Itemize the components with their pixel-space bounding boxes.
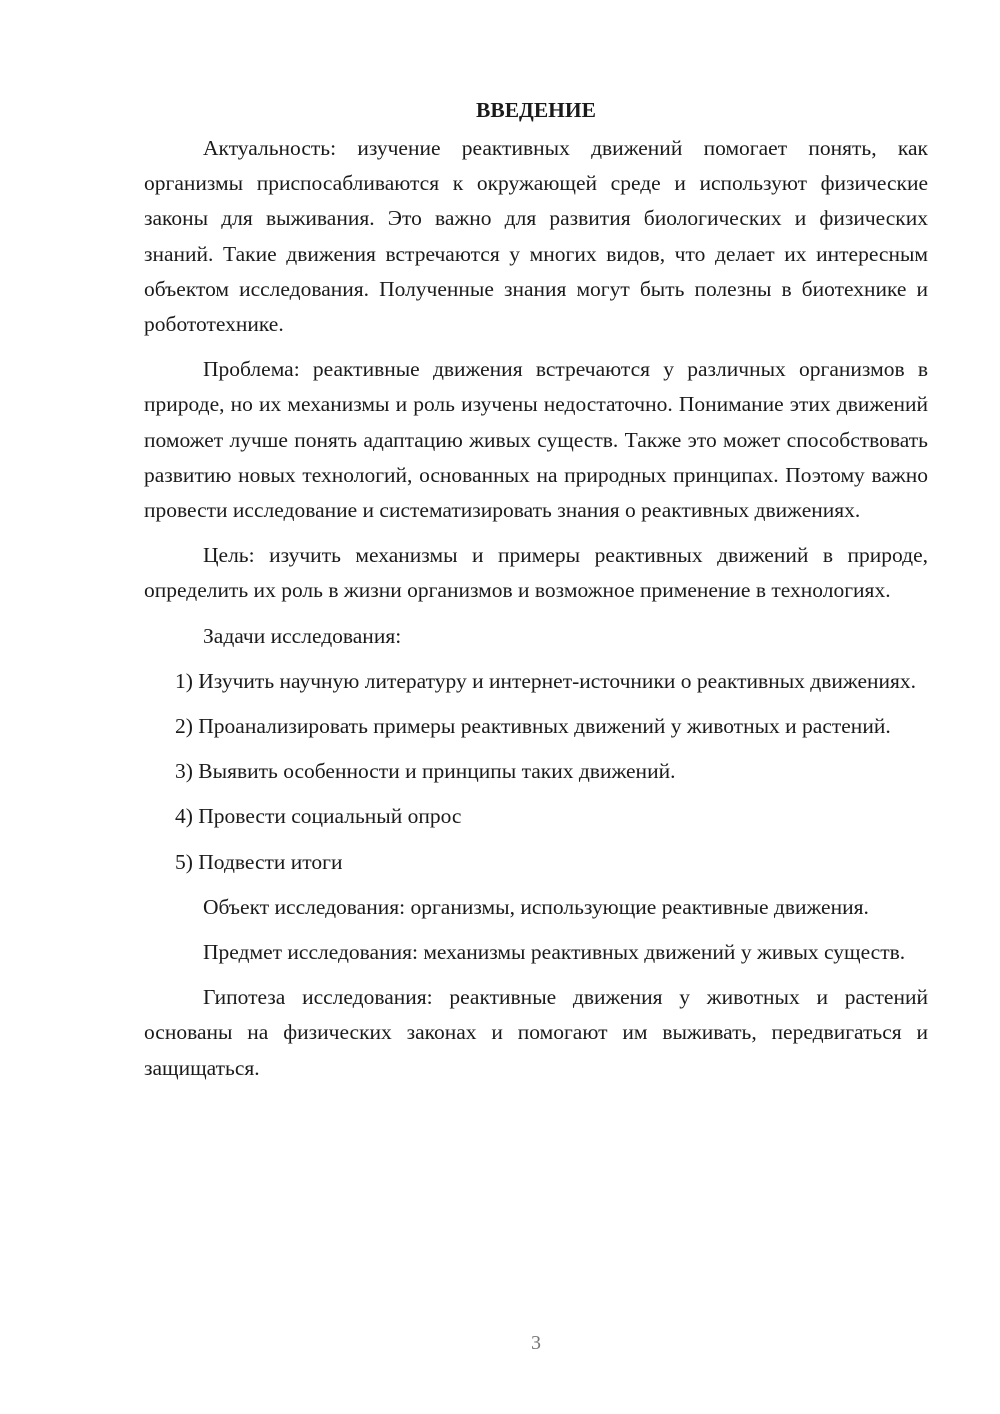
task-item: 3) Выявить особенности и принципы таких движений. — [175, 759, 676, 784]
task-item: 5) Подвести итоги — [175, 849, 343, 874]
task-item: 1) Изучить научную литературу и интернет-источники о реактивных движениях. — [175, 668, 917, 693]
relevance-paragraph: Актуальность: изучение реактивных движений помогает понять, как организмы приспосабливаются к окружающей среде и используют физические законы для выживания. Это важно для развития биологических и физических знаний. Такие движения встречаются у многих видов, что делает их интересным объектом исследования. Полученные знания могут быть полезны в биотехнике и робототехнике. — [144, 136, 928, 337]
section-title: ВВЕДЕНИЕ — [476, 98, 596, 122]
subject-paragraph: Предмет исследования: механизмы реактивных движений у живых существ. — [203, 940, 906, 965]
document-body — [144, 94, 928, 1096]
page-number: 3 — [531, 1332, 541, 1354]
goal-paragraph: Цель: изучить механизмы и примеры реактивных движений в природе, определить их роль в жизни организмов и возможное применение в технологиях. — [144, 543, 928, 603]
task-item: 4) Провести социальный опрос — [175, 804, 462, 829]
tasks-heading: Задачи исследования: — [203, 623, 402, 648]
hypothesis-paragraph: Гипотеза исследования: реактивные движения у животных и растений основаны на физических законах и помогают им выживать, передвигаться и защищаться. — [144, 985, 928, 1080]
task-item: 2) Проанализировать примеры реактивных движений у животных и растений. — [175, 714, 891, 739]
problem-paragraph: Проблема: реактивные движения встречаются у различных организмов в природе, но их механизмы и роль изучены недостаточно. Понимание этих движений поможет лучше понять адаптацию живых существ. Также это может способствовать развитию новых технологий, основанных на природных принципах. Поэтому важно провести исследование и систематизировать знания о реактивных движениях. — [144, 357, 928, 523]
object-paragraph: Объект исследования: организмы, использующие реактивные движения. — [203, 894, 869, 919]
